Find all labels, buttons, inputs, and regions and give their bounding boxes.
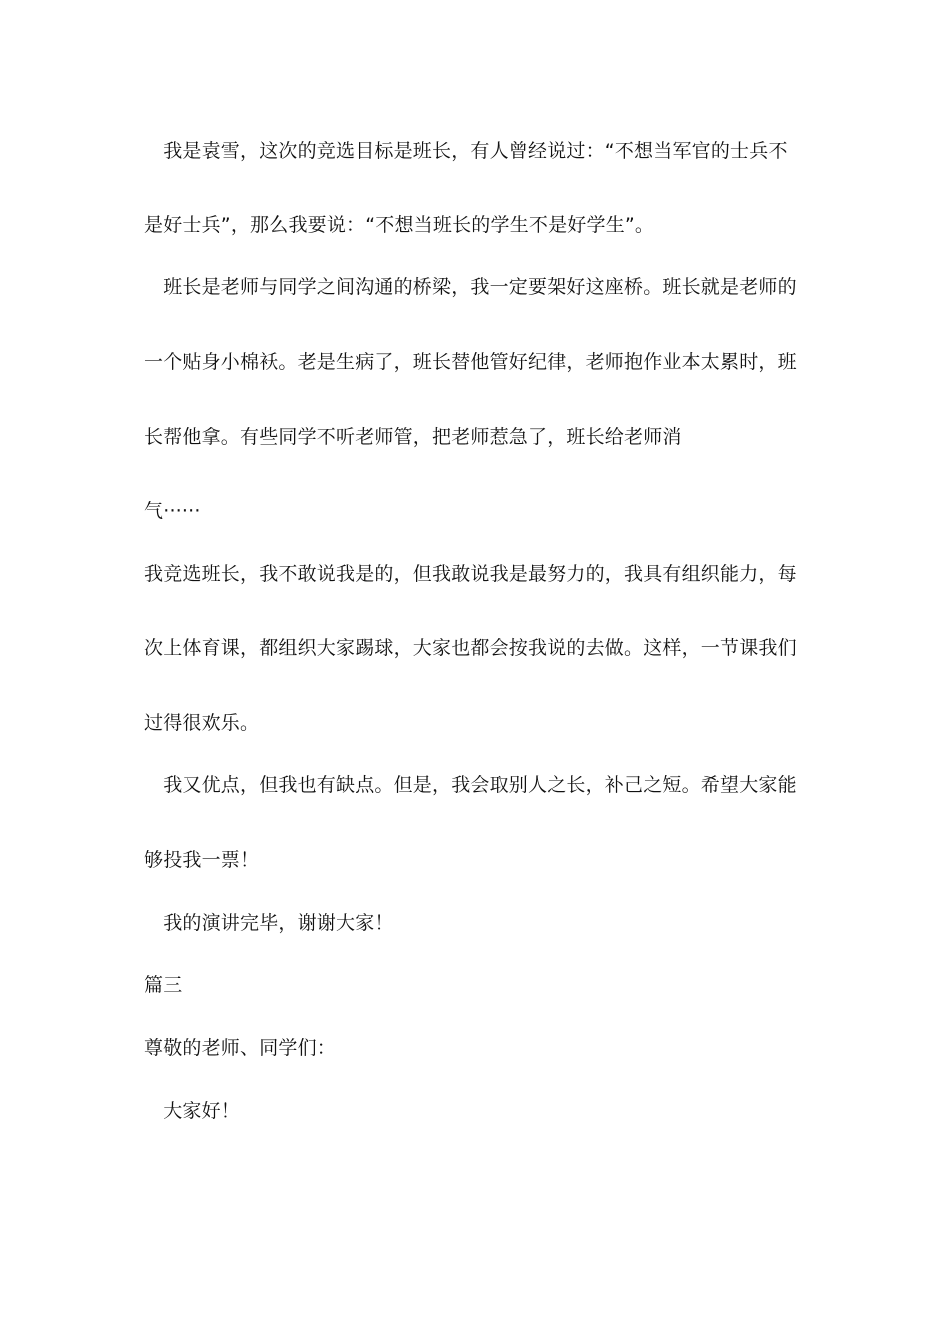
paragraph-line: 长帮他拿。有些同学不听老师管，把老师惹急了，班长给老师消 bbox=[144, 426, 682, 448]
paragraph-line: 够投我一票！ bbox=[144, 849, 260, 871]
section-heading: 篇三 bbox=[144, 974, 183, 996]
greeting: 大家好！ bbox=[144, 1100, 241, 1122]
paragraph-line: 我又优点，但我也有缺点。但是，我会取别人之长，补己之短。希望大家能 bbox=[144, 774, 797, 796]
paragraph-line: 我竞选班长，我不敢说我是的，但我敢说我是最努力的，我具有组织能力，每 bbox=[144, 563, 797, 585]
paragraph-line: 次上体育课，都组织大家踢球，大家也都会按我说的去做。这样，一节课我们 bbox=[144, 637, 797, 659]
paragraph-line: 是好士兵”，那么我要说：“不想当班长的学生不是好学生”。 bbox=[144, 214, 655, 236]
paragraph-line: 气······ bbox=[144, 500, 201, 522]
paragraph-line: 我的演讲完毕，谢谢大家！ bbox=[144, 912, 394, 934]
paragraph-line: 一个贴身小棉袄。老是生病了，班长替他管好纪律，老师抱作业本太累时，班 bbox=[144, 351, 797, 373]
paragraph-line: 过得很欢乐。 bbox=[144, 712, 260, 734]
paragraph-line: 班长是老师与同学之间沟通的桥梁，我一定要架好这座桥。班长就是老师的 bbox=[144, 276, 797, 298]
paragraph-line: 我是袁雪，这次的竞选目标是班长，有人曾经说过：“不想当军官的士兵不 bbox=[144, 140, 788, 162]
salutation: 尊敬的老师、同学们： bbox=[144, 1037, 337, 1059]
